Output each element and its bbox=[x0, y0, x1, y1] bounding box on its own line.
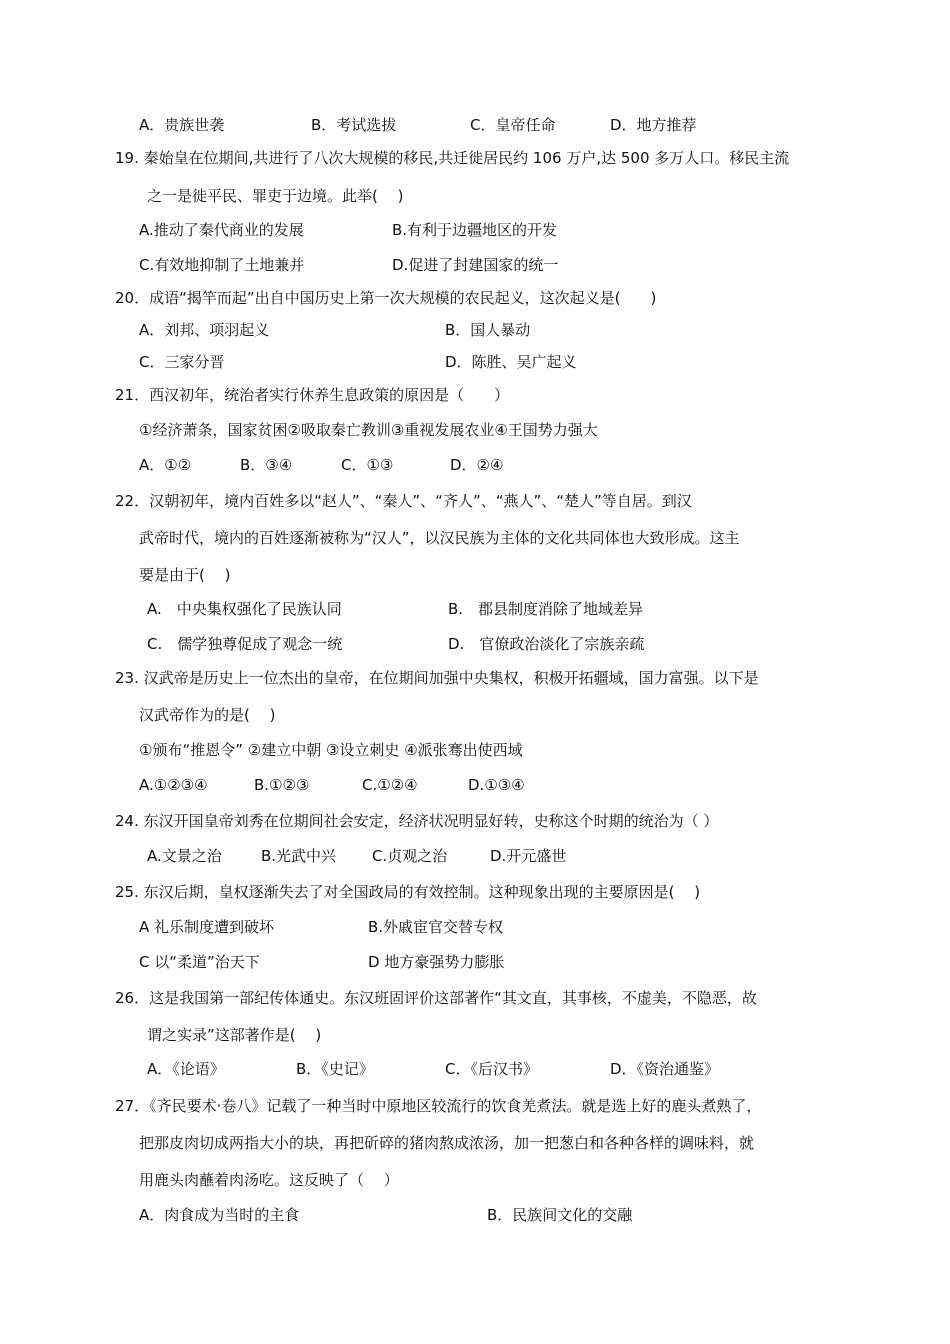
q21-statements: ①经济萧条，国家贫困②吸取秦亡教训③重视发展农业④王国势力强大 bbox=[139, 421, 598, 439]
q22-stem-line-3: 要是由于( ) bbox=[139, 566, 231, 584]
q19-option-b: B.有利于边疆地区的开发 bbox=[392, 221, 558, 239]
q21-option-b: B．③④ bbox=[240, 456, 293, 474]
q24-option-c: C.贞观之治 bbox=[372, 847, 448, 865]
q22-option-c: C. 儒学独尊促成了观念一统 bbox=[147, 635, 343, 653]
q27-stem-line-1: 27．《齐民要术·卷八》记载了一种当时中原地区较流行的饮食羌煮法。就是选上好的鹿头煮熟了， bbox=[115, 1097, 762, 1115]
q19-option-c: C.有效地抑制了土地兼并 bbox=[139, 256, 305, 274]
q22-option-b: B. 郡县制度消除了地域差异 bbox=[448, 600, 644, 618]
q18-option-c: C．皇帝任命 bbox=[470, 116, 556, 134]
q23-option-a: A.①②③④ bbox=[139, 776, 208, 794]
q20-option-c: C．三家分晋 bbox=[139, 353, 225, 371]
q23-stem-line-1: 23. 汉武帝是历史上一位杰出的皇帝，在位期间加强中央集权，积极开拓疆域，国力富强。以下是 bbox=[115, 669, 759, 687]
q18-option-d: D．地方推荐 bbox=[610, 116, 697, 134]
q27-option-a: A．肉食成为当时的主食 bbox=[139, 1206, 300, 1224]
q19-option-a: A.推动了秦代商业的发展 bbox=[139, 221, 304, 239]
q22-option-d: D. 官僚政治淡化了宗族亲疏 bbox=[448, 635, 645, 653]
q19-stem-line-2: 之一是徙平民、罪吏于边境。此举( ) bbox=[147, 187, 404, 205]
q27-stem-line-3: 用鹿头肉蘸着肉汤吃。这反映了（ ） bbox=[139, 1171, 399, 1189]
q23-stem-line-2: 汉武帝作为的是( ) bbox=[139, 706, 276, 724]
q21-option-a: A．①② bbox=[139, 456, 192, 474]
q18-option-a: A．贵族世袭 bbox=[139, 116, 225, 134]
q18-option-b: B．考试选拔 bbox=[311, 116, 397, 134]
q20-option-b: B．国人暴动 bbox=[445, 321, 531, 339]
q26-stem-line-2: 谓之实录”这部著作是( ) bbox=[147, 1026, 322, 1044]
q24-stem: 24. 东汉开国皇帝刘秀在位期间社会安定，经济状况明显好转，史称这个时期的统治为（ ） bbox=[115, 812, 719, 830]
q25-option-a: A 礼乐制度遭到破坏 bbox=[139, 918, 275, 936]
q25-option-b: B.外戚宦官交替专权 bbox=[368, 918, 504, 936]
q24-option-b: B.光武中兴 bbox=[261, 847, 337, 865]
q26-option-a: A．《论语》 bbox=[147, 1060, 225, 1078]
q22-stem-line-1: 22．汉朝初年，境内百姓多以“赵人”、“秦人”、“齐人”、“燕人”、“楚人”等自居。到汉 bbox=[115, 492, 692, 510]
q20-option-a: A．刘邦、项羽起义 bbox=[139, 321, 270, 339]
q25-option-c: C 以“柔道”治天下 bbox=[139, 953, 260, 971]
q25-option-d: D 地方豪强势力膨胀 bbox=[368, 953, 505, 971]
q23-option-b: B.①②③ bbox=[254, 776, 310, 794]
q23-option-c: C.①②④ bbox=[362, 776, 418, 794]
q21-option-d: D．②④ bbox=[450, 456, 504, 474]
q26-option-c: C．《后汉书》 bbox=[445, 1060, 538, 1078]
q22-stem-line-2: 武帝时代，境内的百姓逐渐被称为“汉人”，以汉民族为主体的文化共同体也大致形成。这主 bbox=[139, 529, 740, 547]
q22-option-a: A. 中央集权强化了民族认同 bbox=[147, 600, 342, 618]
q27-stem-line-2: 把那皮肉切成两指大小的块，再把斫碎的猪肉熬成浓汤，加一把葱白和各种各样的调味料，就 bbox=[139, 1134, 755, 1152]
q24-option-a: A.文景之治 bbox=[147, 847, 222, 865]
q24-option-d: D.开元盛世 bbox=[490, 847, 567, 865]
q23-statements: ①颁布“推恩令” ②建立中朝 ③设立刺史 ④派张骞出使西域 bbox=[139, 741, 523, 759]
q26-option-d: D．《资治通鉴》 bbox=[610, 1060, 720, 1078]
q20-stem: 20．成语“揭竿而起”出自中国历史上第一次大规模的农民起义，这次起义是( ) bbox=[115, 289, 657, 307]
q20-option-d: D．陈胜、吴广起义 bbox=[445, 353, 577, 371]
q26-option-b: B．《史记》 bbox=[296, 1060, 374, 1078]
q25-stem: 25. 东汉后期，皇权逐渐失去了对全国政局的有效控制。这种现象出现的主要原因是( ) bbox=[115, 883, 701, 901]
q19-stem-line-1: 19. 秦始皇在位期间,共进行了八次大规模的移民,共迁徙居民约 106 万户,达 500 多万人口。移民主流 bbox=[115, 149, 790, 167]
q21-stem: 21．西汉初年，统治者实行休养生息政策的原因是（ ） bbox=[115, 386, 510, 404]
q19-option-d: D.促进了封建国家的统一 bbox=[392, 256, 559, 274]
q27-option-b: B．民族间文化的交融 bbox=[487, 1206, 633, 1224]
q23-option-d: D.①③④ bbox=[468, 776, 525, 794]
q21-option-c: C．①③ bbox=[341, 456, 394, 474]
q26-stem-line-1: 26．这是我国第一部纪传体通史。东汉班固评价这部著作“其文直，其事核，不虚美，不隐恶，故 bbox=[115, 989, 757, 1007]
